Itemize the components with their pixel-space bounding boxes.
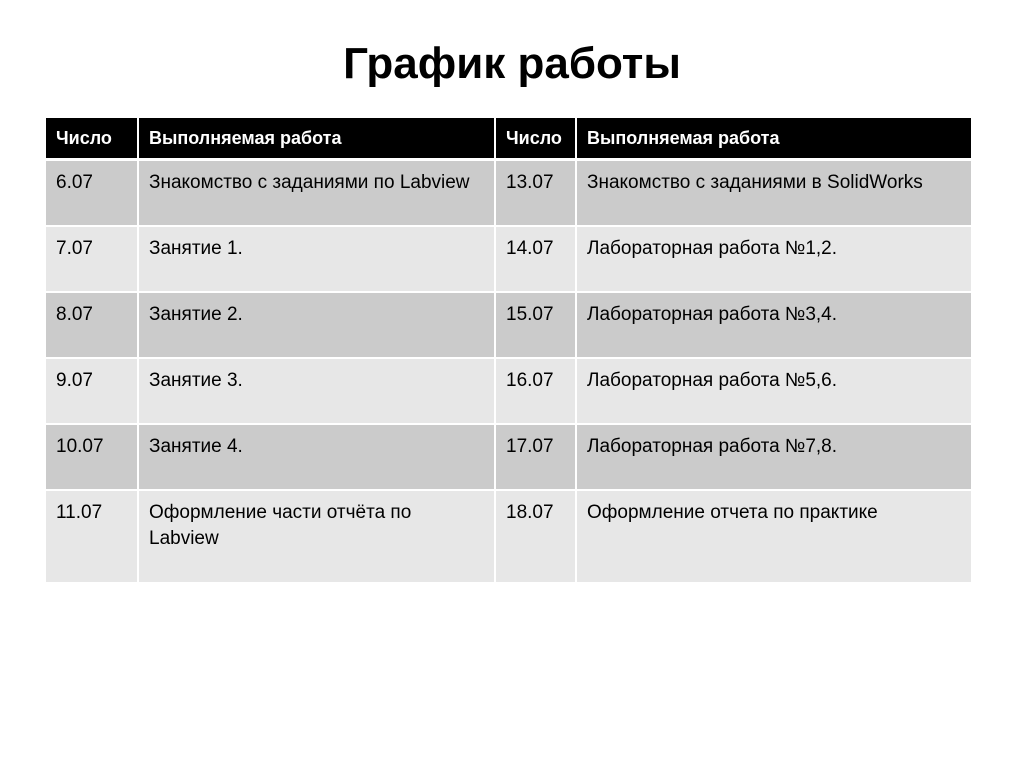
header-work-2: Выполняемая работа (576, 118, 971, 160)
work-cell: Занятие 2. (138, 292, 495, 358)
table-row (46, 226, 971, 292)
work-cell: Лабораторная работа №7,8. (576, 424, 971, 490)
work-cell: Оформление части отчёта по Labview (138, 490, 495, 583)
table-row (46, 160, 971, 227)
schedule-table (46, 118, 971, 584)
date-cell: 7.07 (46, 226, 138, 292)
header-work-1: Выполняемая работа (138, 118, 495, 160)
work-cell: Занятие 3. (138, 358, 495, 424)
date-cell: 9.07 (46, 358, 138, 424)
slide-title: График работы (343, 39, 681, 88)
work-cell: Лабораторная работа №1,2. (576, 226, 971, 292)
date-cell: 6.07 (46, 160, 138, 227)
table-row (46, 292, 971, 358)
work-cell: Оформление отчета по практике (576, 490, 971, 583)
table-header-row (46, 118, 971, 160)
table-row (46, 490, 971, 583)
header-date-1: Число (46, 118, 138, 160)
work-cell: Знакомство с заданиями в SolidWorks (576, 160, 971, 227)
table-row (46, 358, 971, 424)
work-cell: Знакомство с заданиями по Labview (138, 160, 495, 227)
work-cell: Лабораторная работа №3,4. (576, 292, 971, 358)
date-cell: 14.07 (495, 226, 576, 292)
date-cell: 13.07 (495, 160, 576, 227)
date-cell: 10.07 (46, 424, 138, 490)
date-cell: 18.07 (495, 490, 576, 583)
work-cell: Занятие 4. (138, 424, 495, 490)
date-cell: 17.07 (495, 424, 576, 490)
work-cell: Занятие 1. (138, 226, 495, 292)
date-cell: 15.07 (495, 292, 576, 358)
table-row (46, 424, 971, 490)
date-cell: 11.07 (46, 490, 138, 583)
date-cell: 8.07 (46, 292, 138, 358)
work-cell: Лабораторная работа №5,6. (576, 358, 971, 424)
date-cell: 16.07 (495, 358, 576, 424)
header-date-2: Число (495, 118, 576, 160)
